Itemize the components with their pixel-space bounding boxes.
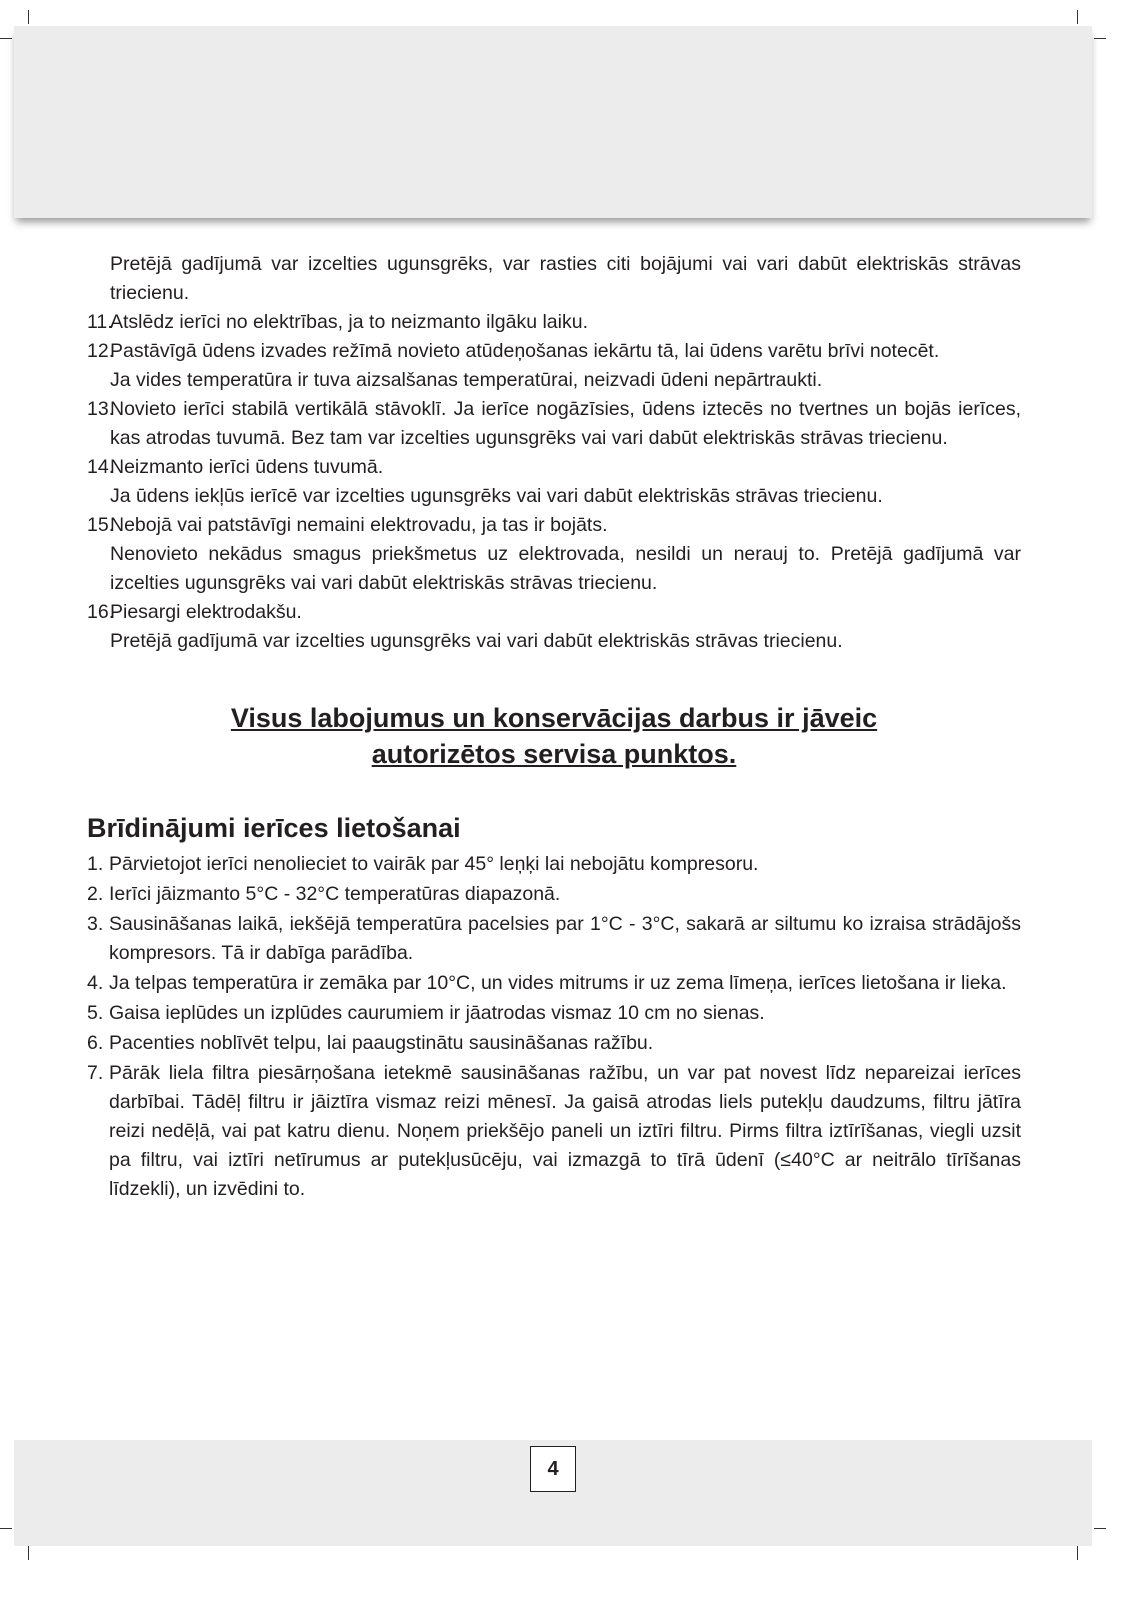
list-item bbox=[87, 598, 1021, 656]
item-number: 12. bbox=[87, 340, 115, 362]
list-item bbox=[87, 395, 1021, 453]
list-item bbox=[87, 453, 1021, 511]
safety-list bbox=[87, 308, 1021, 656]
item-number: 6. bbox=[87, 1032, 104, 1054]
item-number: 15. bbox=[87, 514, 115, 536]
paragraph: Atslēdz ierīci no elektrības, ja to neizmanto ilgāku laiku. bbox=[110, 311, 588, 333]
page-content bbox=[87, 250, 1021, 1205]
item-number: 14. bbox=[87, 456, 115, 478]
list-item bbox=[87, 1029, 1021, 1058]
paragraph: Nebojā vai patstāvīgi nemaini elektrovadu, ja tas ir bojāts. bbox=[110, 514, 608, 536]
usage-list bbox=[87, 850, 1021, 1204]
list-item bbox=[87, 1059, 1021, 1204]
crop-mark bbox=[1077, 1546, 1078, 1560]
list-item bbox=[87, 910, 1021, 968]
crop-mark bbox=[1094, 38, 1106, 39]
item-text: Ja telpas temperatūra ir zemāka par 10°C, un vides mitrums ir uz zema līmeņa, ierīces lietošana ir lieka. bbox=[109, 972, 1007, 994]
item-text: Sausināšanas laikā, iekšējā temperatūra pacelsies par 1°C - 3°C, sakarā ar siltumu ko izraisa strādājošs kompresors. Tā ir dabīga parādība. bbox=[109, 913, 1021, 964]
crop-mark bbox=[0, 38, 12, 39]
paragraph: Neizmanto ierīci ūdens tuvumā. bbox=[110, 456, 384, 478]
paragraph: Novieto ierīci stabilā vertikālā stāvoklī. Ja ierīce nogāzīsies, ūdens iztecēs no tvertnes un bojās ierīces, kas atrodas tuvumā. Bez tam var izcelties ugunsgrēks vai vari dabūt elektriskās strāvas triecienu. bbox=[110, 398, 1021, 449]
item-number: 1. bbox=[87, 853, 104, 875]
list-item bbox=[87, 850, 1021, 879]
item-number: 5. bbox=[87, 1002, 104, 1024]
item-number: 3. bbox=[87, 913, 104, 935]
crop-mark bbox=[1094, 1528, 1106, 1529]
list-item bbox=[87, 969, 1021, 998]
item-number: 4. bbox=[87, 972, 104, 994]
item-number: 13. bbox=[87, 398, 115, 420]
list-item bbox=[87, 308, 1021, 337]
paragraph: Pretējā gadījumā var izcelties ugunsgrēks vai vari dabūt elektriskās strāvas triecienu. bbox=[110, 630, 843, 652]
crop-mark bbox=[28, 1546, 29, 1560]
list-item bbox=[87, 337, 1021, 395]
item-number: 2. bbox=[87, 883, 104, 905]
item-text: Gaisa ieplūdes un izplūdes caurumiem ir jāatrodas vismaz 10 cm no sienas. bbox=[109, 1002, 765, 1024]
paragraph: Pretējā gadījumā var izcelties ugunsgrēks, var rasties citi bojājumi vai vari dabūt elektriskās strāvas triecienu. bbox=[110, 253, 1021, 304]
paragraph: Ja vides temperatūra ir tuva aizsalšanas temperatūrai, neizvadi ūdeni nepārtraukti. bbox=[110, 369, 823, 391]
page-number: 4 bbox=[530, 1446, 576, 1492]
item-number: 11. bbox=[87, 311, 113, 333]
crop-mark bbox=[28, 10, 29, 24]
paragraph: Ja ūdens iekļūs ierīcē var izcelties ugunsgrēks vai vari dabūt elektriskās strāvas triecienu. bbox=[110, 485, 883, 507]
item-text: Pacenties noblīvēt telpu, lai paaugstinātu sausināšanas ražību. bbox=[109, 1032, 654, 1054]
item-text: Pārāk liela filtra piesārņošana ietekmē sausināšanas ražību, un var pat novest līdz nepareizai ierīces darbībai. Tādēļ filtru ir jāiztīra vismaz reizi mēnesī. Ja gaisā atrodas liels putekļu daudzums, filtru jātīra reizi nedēļā, vai pat katru dienu. Noņem priekšējo paneli un iztīri filtru. Pirms filtra iztīrīšanas, viegli uzsit pa filtru, vai iztīri netīrumus ar putekļusūcēju, vai izmazgā to tīrā ūdenī (≤40°C ar neitrālo tīrīšanas līdzekli), un izvēdini to. bbox=[109, 1062, 1021, 1200]
paragraph: Pastāvīgā ūdens izvades režīmā novieto atūdeņošanas iekārtu tā, lai ūdens varētu brīvi notecēt. bbox=[110, 340, 940, 362]
service-note-line: Visus labojumus un konservācijas darbus ir jāveic bbox=[230, 703, 878, 733]
service-note bbox=[87, 700, 1021, 772]
item-number: 7. bbox=[87, 1062, 104, 1084]
item-number: 16. bbox=[87, 601, 115, 623]
list-item bbox=[87, 999, 1021, 1028]
item-text: Pārvietojot ierīci nenolieciet to vairāk par 45° leņķi lai nebojātu kompresoru. bbox=[109, 853, 759, 875]
item-text: Ierīci jāizmanto 5°C - 32°C temperatūras diapazonā. bbox=[109, 883, 561, 905]
crop-mark bbox=[1077, 10, 1078, 24]
header-band bbox=[14, 26, 1092, 218]
list-item bbox=[87, 511, 1021, 598]
service-note-line: autorizētos servisa punktos. bbox=[371, 739, 737, 769]
list-item bbox=[87, 880, 1021, 909]
crop-mark bbox=[0, 1528, 12, 1529]
paragraph: Piesargi elektrodakšu. bbox=[110, 601, 302, 623]
usage-heading: Brīdinājumi ierīces lietošanai bbox=[87, 813, 461, 843]
paragraph: Nenovieto nekādus smagus priekšmetus uz elektrovada, nesildi un nerauj to. Pretējā gadījumā var izcelties ugunsgrēks vai vari dabūt elektriskās strāvas triecienu. bbox=[110, 543, 1021, 594]
intro-continuation bbox=[87, 250, 1021, 308]
